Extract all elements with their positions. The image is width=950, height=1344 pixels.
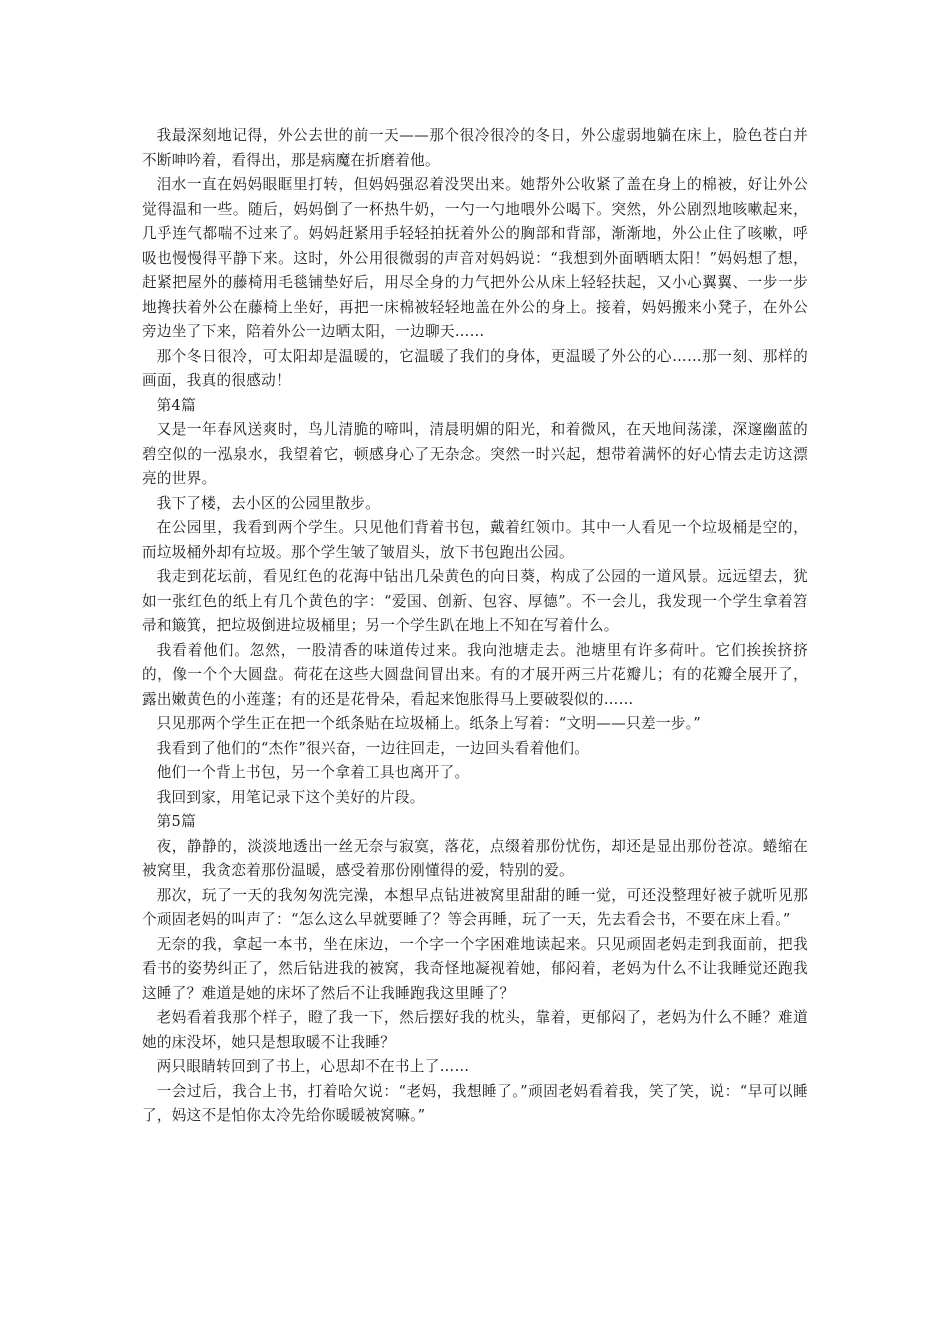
document-body [142,124,808,1129]
paragraph: 我看到了他们的“杰作”很兴奋，一边往回走，一边回头看着他们。 [156,739,590,757]
paragraph: 泪水一直在妈妈眼眶里打转，但妈妈强忍着没哭出来。她帮外公收紧了盖在身上的棉被，好让外公觉得温和一些。随后，妈妈倒了一杯热牛奶，一勺一勺地喂外公喝下。突然，外公剧烈地咳嗽起来，几乎连气都喘不过来了。妈妈赶紧用手轻轻拍抚着外公的胸部和背部，渐渐地，外公止住了咳嗽，呼吸也慢慢得平静下来。这时，外公用很微弱的声音对妈妈说：“我想到外面晒晒太阳！”妈妈想了想，赶紧把屋外的藤椅用毛毯铺垫好后，用尽全身的力气把外公从床上轻轻扶起，又小心翼翼、一步一步地搀扶着外公在藤椅上坐好，再把一床棉被轻轻地盖在外公的身上。接着，妈妈搬来小凳子，在外公旁边坐了下来，陪着外公一边晒太阳，一边聊天…… [142,176,808,340]
section-heading-4: 第4篇 [156,396,196,414]
paragraph: 无奈的我，拿起一本书，坐在床边，一个字一个字困难地读起来。只见顽固老妈走到我面前，把我看书的姿势纠正了，然后钻进我的被窝，我奇怪地凝视着她，郁闷着，老妈为什么不让我睡觉还跑我这睡了？难道是她的床坏了然后不让我睡跑我这里睡了？ [142,935,808,1002]
paragraph: 我最深刻地记得，外公去世的前一天——那个很冷很冷的冬日，外公虚弱地躺在床上，脸色苍白并不断呻吟着，看得出，那是病魔在折磨着他。 [142,127,808,169]
paragraph: 只见那两个学生正在把一个纸条贴在垃圾桶上。纸条上写着：“文明——只差一步。” [156,715,701,732]
paragraph: 我回到家，用笔记录下这个美好的片段。 [156,788,425,806]
section-heading-5: 第5篇 [156,813,196,830]
paragraph: 我看着他们。忽然，一股清香的味道传过来。我向池塘走去。池塘里有许多荷叶。它们挨挨挤挤的，像一个个大圆盘。荷花在这些大圆盘间冒出来。有的才展开两三片花瓣儿；有的花瓣全展开了，露出嫩黄色的小莲蓬；有的还是花骨朵，看起来饱胀得马上要破裂似的…… [142,641,808,708]
paragraph: 我下了楼，去小区的公园里散步。 [156,494,381,512]
paragraph: 我走到花坛前，看见红色的花海中钻出几朵黄色的向日葵，构成了公园的一道风景。远远望去，犹如一张红色的纸上有几个黄色的字：“爱国、创新、包容、厚德”。不一会儿，我发现一个学生拿着笤帚和簸箕，把垃圾倒进垃圾桶里；另一个学生趴在地上不知在写着什么。 [142,568,808,634]
paragraph: 老妈看着我那个样子，瞪了我一下，然后摆好我的枕头，靠着，更郁闷了，老妈为什么不睡？难道她的床没坏，她只是想取暖不让我睡？ [142,1009,808,1051]
paragraph: 夜，静静的，淡淡地透出一丝无奈与寂寞，落花，点缀着那份忧伤，却还是显出那份苍凉。蜷缩在被窝里，我贪恋着那份温暖，感受着那份刚懂得的爱，特别的爱。 [142,837,808,879]
paragraph: 一会过后，我合上书，打着哈欠说：“老妈，我想睡了。”顽固老妈看着我，笑了笑，说：“早可以睡了，妈这不是怕你太冷先给你暖暖被窝嘛。” [142,1082,808,1124]
paragraph: 他们一个背上书包，另一个拿着工具也离开了。 [156,764,470,781]
paragraph: 那个冬日很冷，可太阳却是温暖的，它温暖了我们的身体，更温暖了外公的心……那一刻、那样的画面，我真的很感动！ [142,347,808,389]
paragraph: 在公园里，我看到两个学生。只见他们背着书包，戴着红领巾。其中一人看见一个垃圾桶是空的，而垃圾桶外却有垃圾。那个学生皱了皱眉头，放下书包跑出公园。 [142,519,808,561]
paragraph: 又是一年春风送爽时，鸟儿清脆的啼叫，清晨明媚的阳光，和着微风，在天地间荡漾，深邃幽蓝的碧空似的一泓泉水，我望着它，顿感身心了无杂念。突然一时兴起，想带着满怀的好心情去走访这漂亮的世界。 [142,421,808,487]
paragraph: 那次，玩了一天的我匆匆洗完澡，本想早点钻进被窝里甜甜的睡一觉，可还没整理好被子就听见那个顽固老妈的叫声了：“怎么这么早就要睡了？等会再睡，玩了一天，先去看会书，不要在床上看。” [142,886,808,928]
paragraph: 两只眼睛转回到了书上，心思却不在书上了…… [156,1058,470,1075]
